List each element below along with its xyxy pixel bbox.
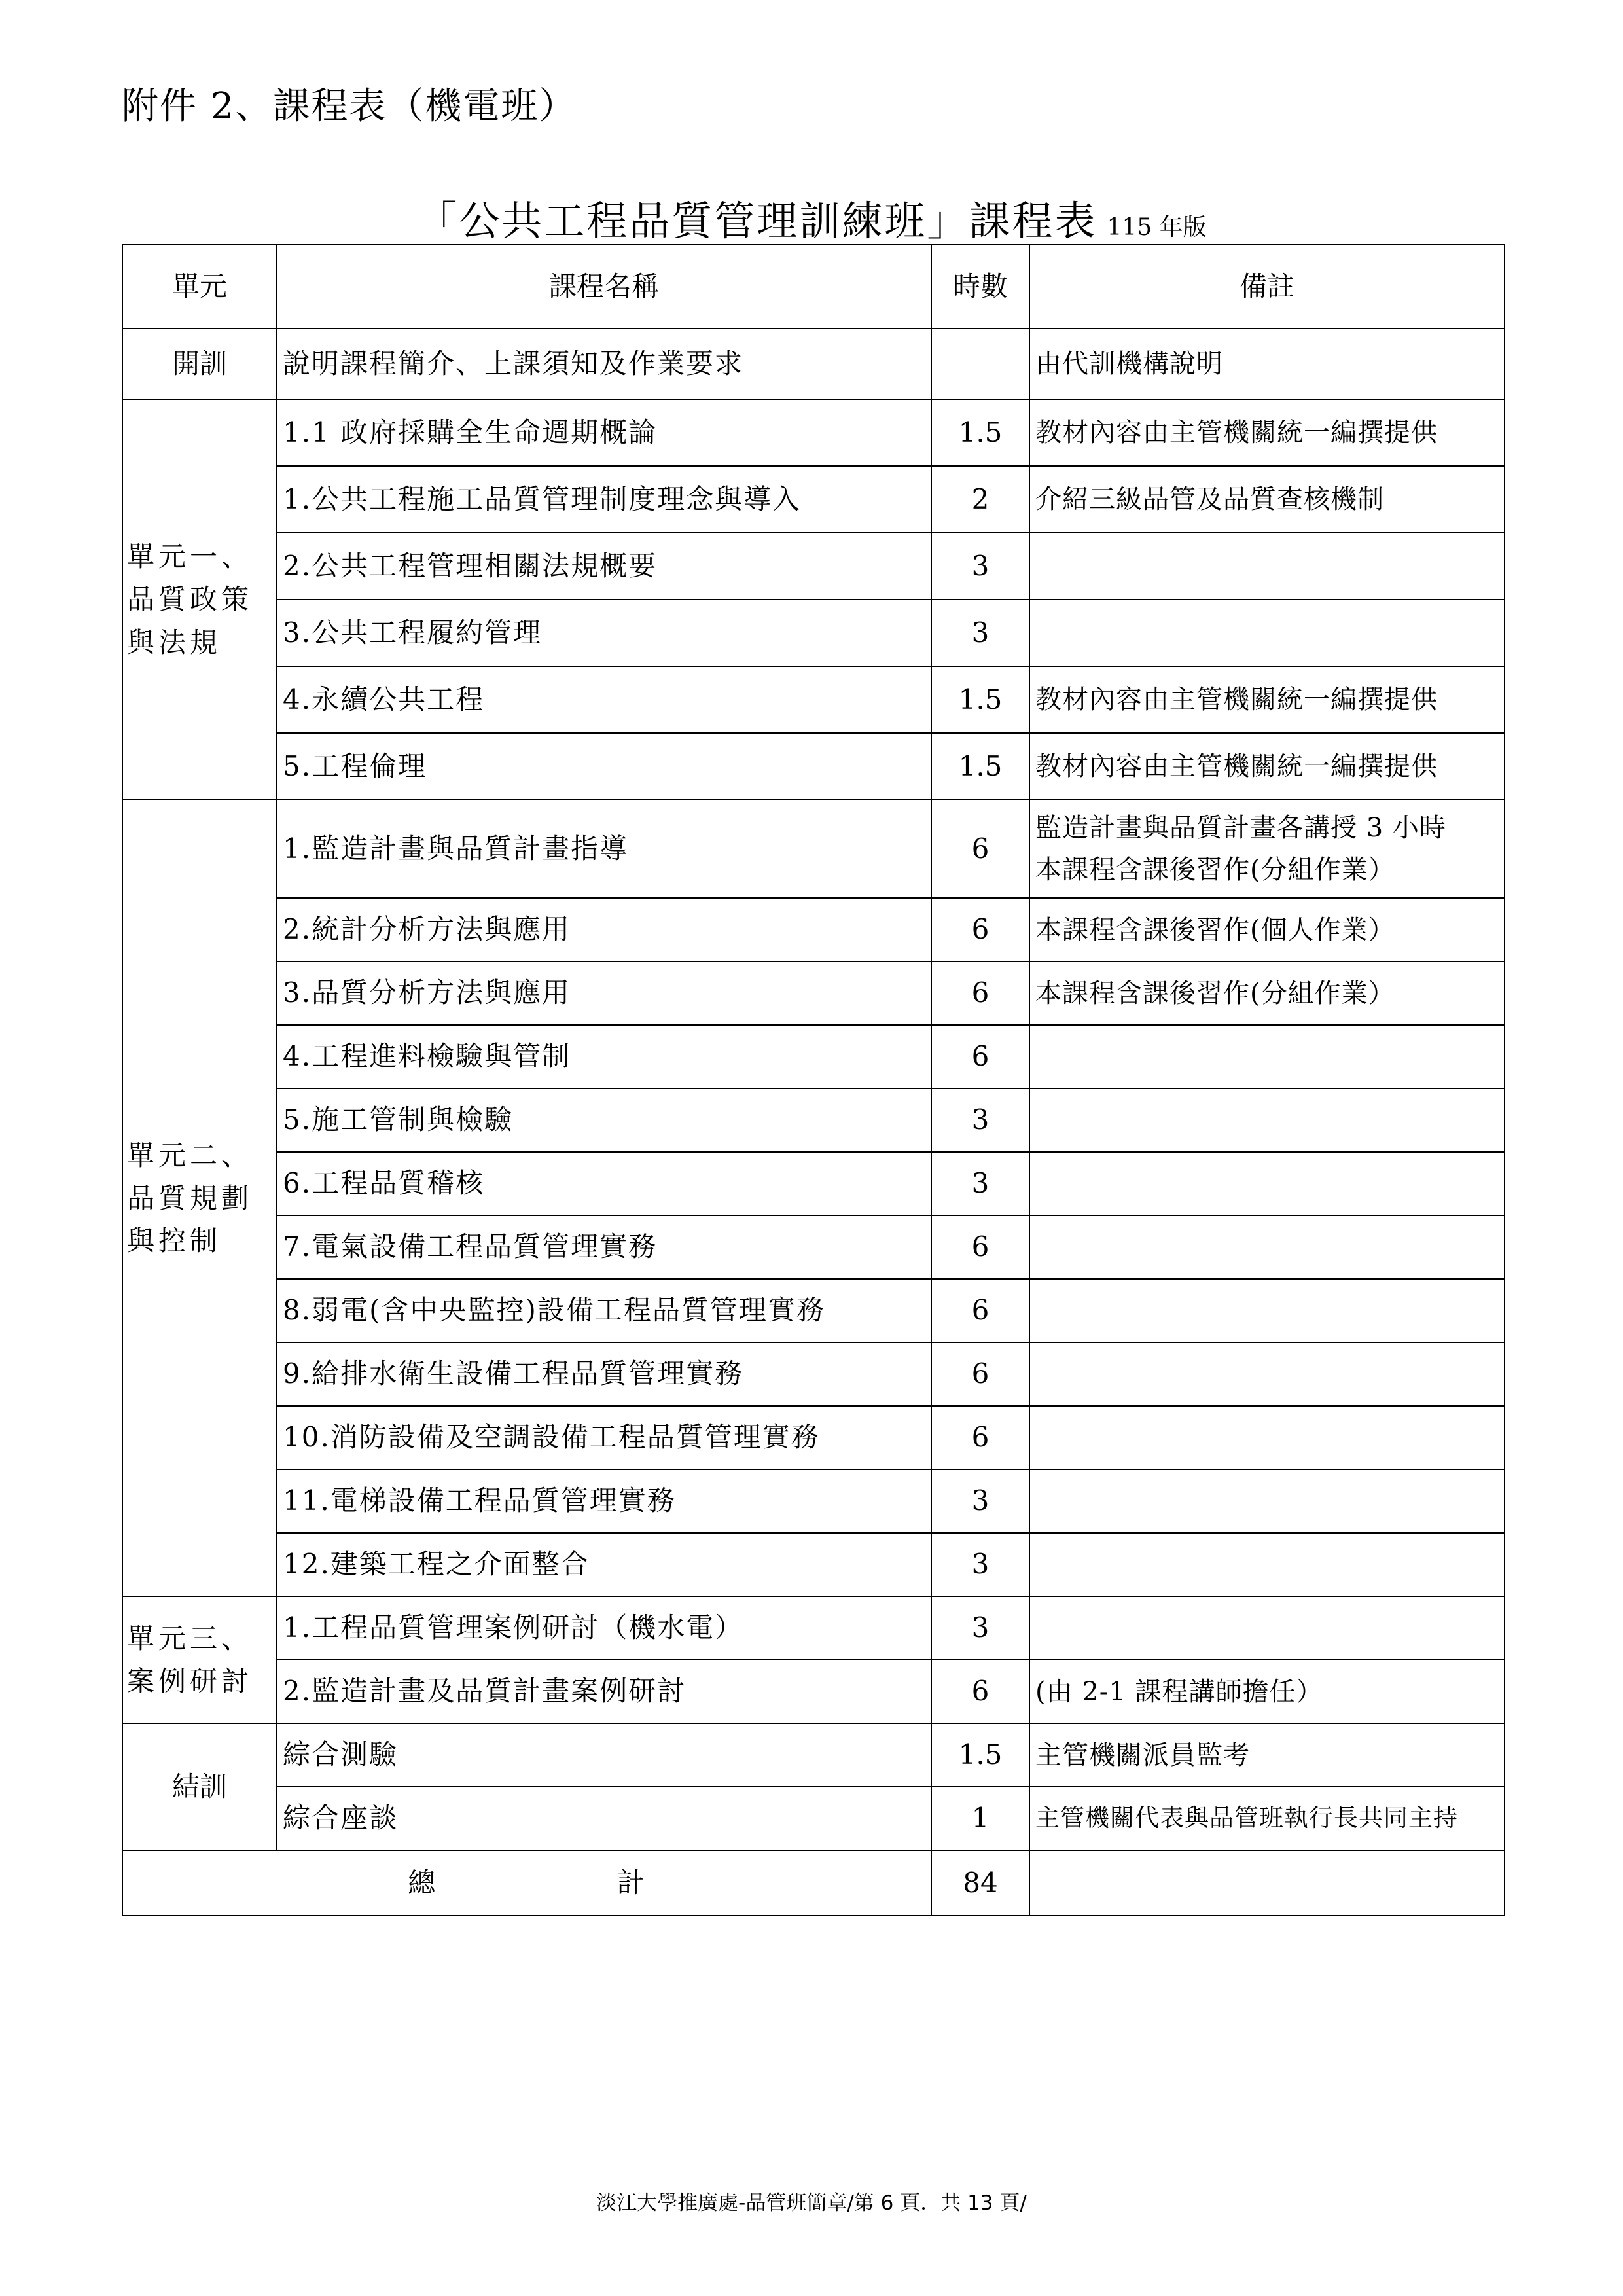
unit-1-label: 單元一、品質政策與法規 bbox=[122, 399, 277, 800]
course-note bbox=[1029, 1406, 1505, 1469]
course-hours: 6 bbox=[931, 1406, 1029, 1469]
course-name: 11.電梯設備工程品質管理實務 bbox=[277, 1469, 931, 1533]
table-row bbox=[122, 533, 1505, 600]
table-row bbox=[122, 1342, 1505, 1406]
table-row bbox=[122, 1533, 1505, 1596]
course-name: 3.品質分析方法與應用 bbox=[277, 961, 931, 1025]
course-note: 教材內容由主管機關統一編撰提供 bbox=[1029, 399, 1505, 466]
course-hours: 3 bbox=[931, 1469, 1029, 1533]
course-hours: 1.5 bbox=[931, 399, 1029, 466]
edition-label: 115 年版 bbox=[1107, 214, 1207, 241]
header-course-name: 課程名稱 bbox=[277, 245, 931, 329]
total-label-right: 計 bbox=[616, 1866, 646, 1899]
course-hours: 6 bbox=[931, 1215, 1029, 1279]
course-hours: 6 bbox=[931, 1025, 1029, 1088]
course-name: 綜合座談 bbox=[277, 1787, 931, 1850]
course-name: 10.消防設備及空調設備工程品質管理實務 bbox=[277, 1406, 931, 1469]
course-name: 1.公共工程施工品質管理制度理念與導入 bbox=[277, 466, 931, 533]
header-hours: 時數 bbox=[931, 245, 1029, 329]
course-note: 介紹三級品管及品質查核機制 bbox=[1029, 466, 1505, 533]
course-hours bbox=[931, 329, 1029, 399]
unit-3-label: 單元三、案例研討 bbox=[122, 1596, 277, 1723]
course-hours: 3 bbox=[931, 533, 1029, 600]
course-hours: 6 bbox=[931, 1342, 1029, 1406]
title-block bbox=[0, 188, 1623, 247]
course-hours: 2 bbox=[931, 466, 1029, 533]
course-name: 7.電氣設備工程品質管理實務 bbox=[277, 1215, 931, 1279]
course-name: 2.監造計畫及品質計畫案例研討 bbox=[277, 1660, 931, 1723]
table-row bbox=[122, 733, 1505, 800]
table-row bbox=[122, 466, 1505, 533]
course-note-line: 本課程含課後習作(分組作業） bbox=[1035, 855, 1395, 885]
course-note bbox=[1029, 1215, 1505, 1279]
document-title: 「公共工程品質管理訓練班」課程表 bbox=[416, 197, 1097, 245]
course-name: 12.建築工程之介面整合 bbox=[277, 1533, 931, 1596]
table-row bbox=[122, 1088, 1505, 1152]
course-name: 1.監造計畫與品質計畫指導 bbox=[277, 800, 931, 898]
course-note: 本課程含課後習作(個人作業） bbox=[1029, 898, 1505, 961]
course-hours: 1.5 bbox=[931, 1723, 1029, 1787]
table-row bbox=[122, 961, 1505, 1025]
course-note-line: 監造計畫與品質計畫各講授 3 小時 bbox=[1035, 813, 1446, 843]
course-hours: 1.5 bbox=[931, 666, 1029, 733]
course-hours: 6 bbox=[931, 1279, 1029, 1342]
course-name: 2.公共工程管理相關法規概要 bbox=[277, 533, 931, 600]
course-note: 教材內容由主管機關統一編撰提供 bbox=[1029, 733, 1505, 800]
unit-closing-label: 結訓 bbox=[122, 1723, 277, 1850]
course-note: 主管機關代表與品管班執行長共同主持 bbox=[1029, 1787, 1505, 1850]
course-name: 2.統計分析方法與應用 bbox=[277, 898, 931, 961]
course-hours: 3 bbox=[931, 1088, 1029, 1152]
total-label bbox=[122, 1850, 931, 1916]
course-hours: 1.5 bbox=[931, 733, 1029, 800]
course-note bbox=[1029, 1025, 1505, 1088]
course-note: (由 2-1 課程講師擔任） bbox=[1029, 1660, 1505, 1723]
course-note bbox=[1029, 600, 1505, 666]
course-note bbox=[1029, 1342, 1505, 1406]
course-name: 4.永續公共工程 bbox=[277, 666, 931, 733]
table-row bbox=[122, 1469, 1505, 1533]
table-row bbox=[122, 399, 1505, 466]
course-name: 3.公共工程履約管理 bbox=[277, 600, 931, 666]
course-note bbox=[1029, 1469, 1505, 1533]
course-hours: 3 bbox=[931, 1152, 1029, 1215]
course-name: 8.弱電(含中央監控)設備工程品質管理實務 bbox=[277, 1279, 931, 1342]
unit-opening: 開訓 bbox=[122, 329, 277, 399]
page-footer: 淡江大學推廣處-品管班簡章/第 6 頁．共 13 頁/ bbox=[596, 2191, 1027, 2215]
table-row bbox=[122, 1660, 1505, 1723]
course-note: 主管機關派員監考 bbox=[1029, 1723, 1505, 1787]
header-note: 備註 bbox=[1029, 245, 1505, 329]
course-name: 4.工程進料檢驗與管制 bbox=[277, 1025, 931, 1088]
table-row bbox=[122, 1025, 1505, 1088]
course-note: 教材內容由主管機關統一編撰提供 bbox=[1029, 666, 1505, 733]
course-note bbox=[1029, 1152, 1505, 1215]
course-schedule-table bbox=[122, 244, 1505, 1916]
course-note bbox=[1029, 1088, 1505, 1152]
total-label-left: 總 bbox=[408, 1866, 437, 1899]
course-name: 綜合測驗 bbox=[277, 1723, 931, 1787]
course-hours: 3 bbox=[931, 1596, 1029, 1660]
course-name: 1.1 政府採購全生命週期概論 bbox=[277, 399, 931, 466]
course-note: 由代訓機構說明 bbox=[1029, 329, 1505, 399]
course-note bbox=[1029, 533, 1505, 600]
course-name: 9.給排水衛生設備工程品質管理實務 bbox=[277, 1342, 931, 1406]
table-row-total bbox=[122, 1850, 1505, 1916]
course-name: 5.工程倫理 bbox=[277, 733, 931, 800]
course-hours: 3 bbox=[931, 600, 1029, 666]
table-header-row bbox=[122, 245, 1505, 329]
course-hours: 6 bbox=[931, 800, 1029, 898]
unit-2-label: 單元二、品質規劃與控制 bbox=[122, 800, 277, 1596]
attachment-heading: 附件 2、課程表（機電班） bbox=[122, 85, 577, 128]
course-hours: 6 bbox=[931, 961, 1029, 1025]
table-row bbox=[122, 800, 1505, 898]
table-row-opening bbox=[122, 329, 1505, 399]
course-note bbox=[1029, 1533, 1505, 1596]
table-row bbox=[122, 1152, 1505, 1215]
total-hours: 84 bbox=[931, 1850, 1029, 1916]
total-note bbox=[1029, 1850, 1505, 1916]
header-unit: 單元 bbox=[122, 245, 277, 329]
course-hours: 6 bbox=[931, 898, 1029, 961]
table-row bbox=[122, 898, 1505, 961]
table-row bbox=[122, 600, 1505, 666]
table-row bbox=[122, 1723, 1505, 1787]
table-row bbox=[122, 1406, 1505, 1469]
table-row bbox=[122, 666, 1505, 733]
course-hours: 6 bbox=[931, 1660, 1029, 1723]
course-hours: 3 bbox=[931, 1533, 1029, 1596]
course-name: 5.施工管制與檢驗 bbox=[277, 1088, 931, 1152]
table-row bbox=[122, 1596, 1505, 1660]
course-name: 1.工程品質管理案例研討（機水電） bbox=[277, 1596, 931, 1660]
course-note: 本課程含課後習作(分組作業） bbox=[1029, 961, 1505, 1025]
course-hours: 1 bbox=[931, 1787, 1029, 1850]
course-note bbox=[1029, 1596, 1505, 1660]
course-name: 6.工程品質稽核 bbox=[277, 1152, 931, 1215]
course-name: 說明課程簡介、上課須知及作業要求 bbox=[277, 329, 931, 399]
table-row bbox=[122, 1279, 1505, 1342]
table-row bbox=[122, 1787, 1505, 1850]
table-row bbox=[122, 1215, 1505, 1279]
course-note bbox=[1029, 1279, 1505, 1342]
course-note bbox=[1029, 800, 1505, 898]
